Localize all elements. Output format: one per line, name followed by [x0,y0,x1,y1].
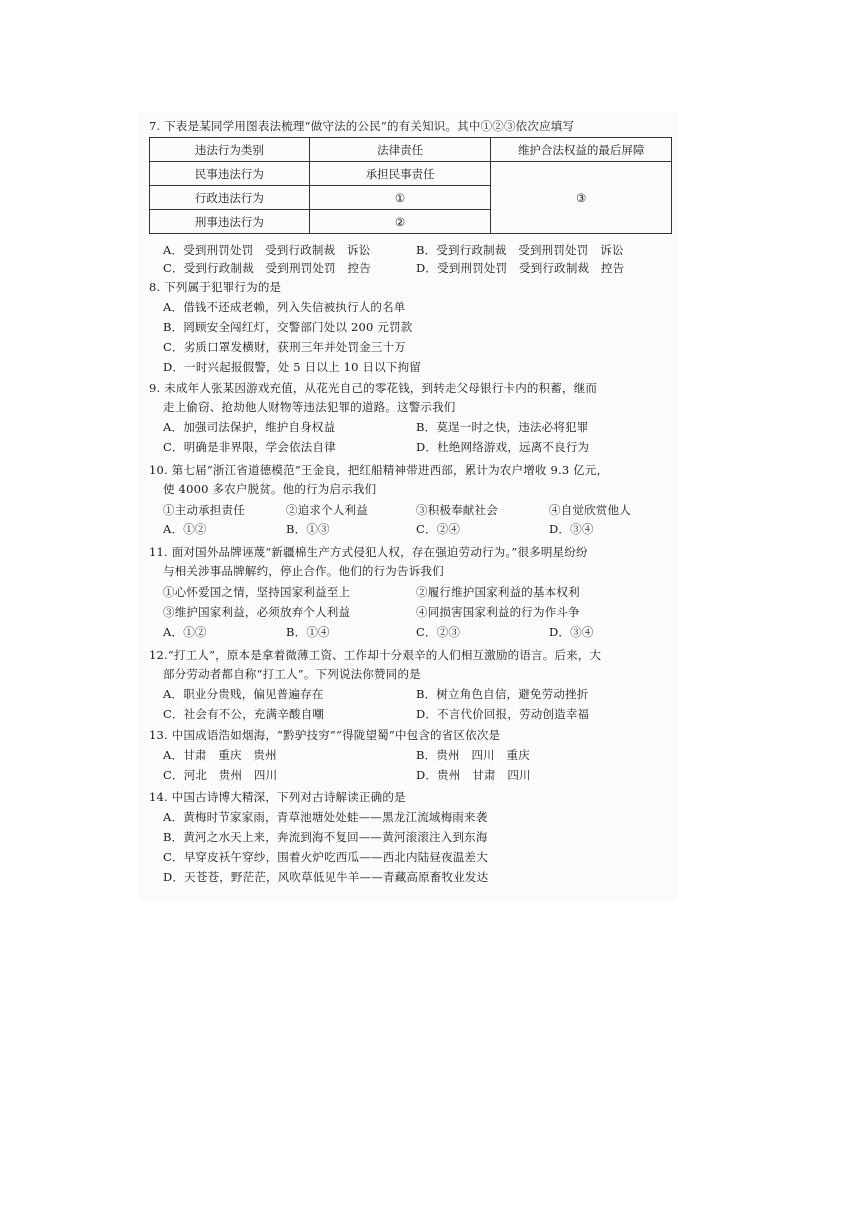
q12-option-a: A．职业分贵贱，偏见普遍存在 [163,687,324,701]
q11-stem-line2: 与相关涉事品牌解约，停止合作。他们的行为告诉我们 [163,564,444,578]
q12-option-d: D．不言代价回报，劳动创造幸福 [416,707,590,721]
q8-stem: 8. 下列属于犯罪行为的是 [149,280,282,294]
q9-option-a: A．加强司法保护，维护自身权益 [163,420,336,434]
q10-item-2: ②追求个人利益 [286,503,368,517]
q14-option-c: C．早穿皮袄午穿纱，围着火炉吃西瓜——西北内陆昼夜温差大 [163,850,488,864]
q11-item-2: ②履行维护国家利益的基本权利 [416,585,580,599]
q10-item-4: ④自觉欣赏他人 [549,503,631,517]
q10-option-c: C．②④ [416,522,461,536]
table-header: 违法行为类别 [150,138,310,162]
table-header: 法律责任 [309,138,491,162]
q9-stem-line1: 9. 未成年人张某因游戏充值，从花光自己的零花钱，到转走父母银行卡内的积蓄，继而 [149,381,598,395]
q11-item-4: ④同损害国家利益的行为作斗争 [416,605,580,619]
q10-item-1: ①主动承担责任 [163,503,245,517]
q9-option-d: D．杜绝网络游戏，远离不良行为 [416,440,590,454]
q9-stem-line2: 走上偷窃、抢劫他人财物等违法犯罪的道路。这警示我们 [163,400,456,414]
table-cell: 承担民事责任 [309,162,491,186]
q13-option-d: D．贵州 甘肃 四川 [416,768,531,782]
q13-option-b: B．贵州 四川 重庆 [416,748,530,762]
q11-item-3: ③维护国家利益，必须放弃个人利益 [163,605,351,619]
q11-option-d: D．③④ [549,625,594,639]
q10-option-a: A．①② [163,522,207,536]
table-header: 维护合法权益的最后屏障 [491,138,672,162]
q11-stem-line1: 11. 面对国外品牌诬蔑“新疆棉生产方式侵犯人权，存在强迫劳动行为。”很多明星纷纷 [149,545,588,559]
table-cell: ① [309,186,491,210]
q7-option-c: C．受到行政制裁 受到刑罚处罚 控告 [163,261,371,275]
table-cell: 民事违法行为 [150,162,310,186]
q13-option-c: C．河北 贵州 四川 [163,768,278,782]
q12-stem-line2: 部分劳动者都自称“打工人”。下列说法你赞同的是 [163,667,421,681]
q14-stem: 14. 中国古诗博大精深，下列对古诗解读正确的是 [149,790,406,804]
q9-option-c: C．明确是非界限，学会依法自律 [163,440,336,454]
table-merged-cell: ③ [491,162,672,234]
q7-option-d: D．受到刑罚处罚 受到行政制裁 控告 [416,261,625,275]
q10-item-3: ③积极奉献社会 [416,503,498,517]
q11-option-c: C．②③ [416,625,461,639]
q8-option-d: D．一时兴起报假警，处 5 日以上 10 日以下拘留 [163,360,421,374]
q14-option-b: B．黄河之水天上来，奔流到海不复回——黄河滚滚注入到东海 [163,830,488,844]
q8-option-b: B．罔顾安全闯红灯，交警部门处以 200 元罚款 [163,320,413,334]
q11-option-a: A．①② [163,625,207,639]
q10-option-b: B．①③ [286,522,330,536]
q7-stem: 7. 下表是某同学用图表法梳理“做守法的公民”的有关知识。其中①②③依次应填写 [149,119,575,133]
table-cell: 刑事违法行为 [150,210,310,234]
q14-option-d: D．天苍苍，野茫茫，风吹草低见牛羊——青藏高原畜牧业发达 [163,870,489,884]
table-cell: ② [309,210,491,234]
q11-option-b: B．①④ [286,625,330,639]
q12-option-b: B．树立角色自信，避免劳动挫折 [416,687,589,701]
q7-option-b: B．受到行政制裁 受到刑罚处罚 诉讼 [416,243,624,257]
q8-option-c: C．劣质口罩发横财，获刑三年并处罚金三十万 [163,340,406,354]
q12-option-c: C．社会有不公，充满辛酸自嘲 [163,707,325,721]
q14-option-a: A．黄梅时节家家雨，青草池塘处处蛙——黑龙江流域梅雨来袭 [163,810,488,824]
q10-option-d: D．③④ [549,522,594,536]
q13-option-a: A．甘肃 重庆 贵州 [163,748,277,762]
q13-stem: 13. 中国成语浩如烟海，“黔驴技穷”“得陇望蜀”中包含的省区依次是 [149,728,501,742]
q8-option-a: A．借钱不还成老赖，列入失信被执行人的名单 [163,300,406,314]
table-cell: 行政违法行为 [150,186,310,210]
q10-stem-line2: 使 4000 多农户脱贫。他的行为启示我们 [163,482,377,496]
q12-stem-line1: 12.“打工人”，原本是拿着微薄工资、工作却十分艰辛的人们相互激励的语言。后来，大 [149,648,602,662]
q7-table [149,137,672,234]
q9-option-b: B．莫逞一时之快，违法必将犯罪 [416,420,589,434]
q10-stem-line1: 10. 第七届“浙江省道德模范”王金良，把红船精神带进西部，累计为农户增收 9.3 亿元， [149,463,609,477]
q11-item-1: ①心怀爱国之情，坚持国家利益至上 [163,585,351,599]
q7-option-a: A．受到刑罚处罚 受到行政制裁 诉讼 [163,243,371,257]
